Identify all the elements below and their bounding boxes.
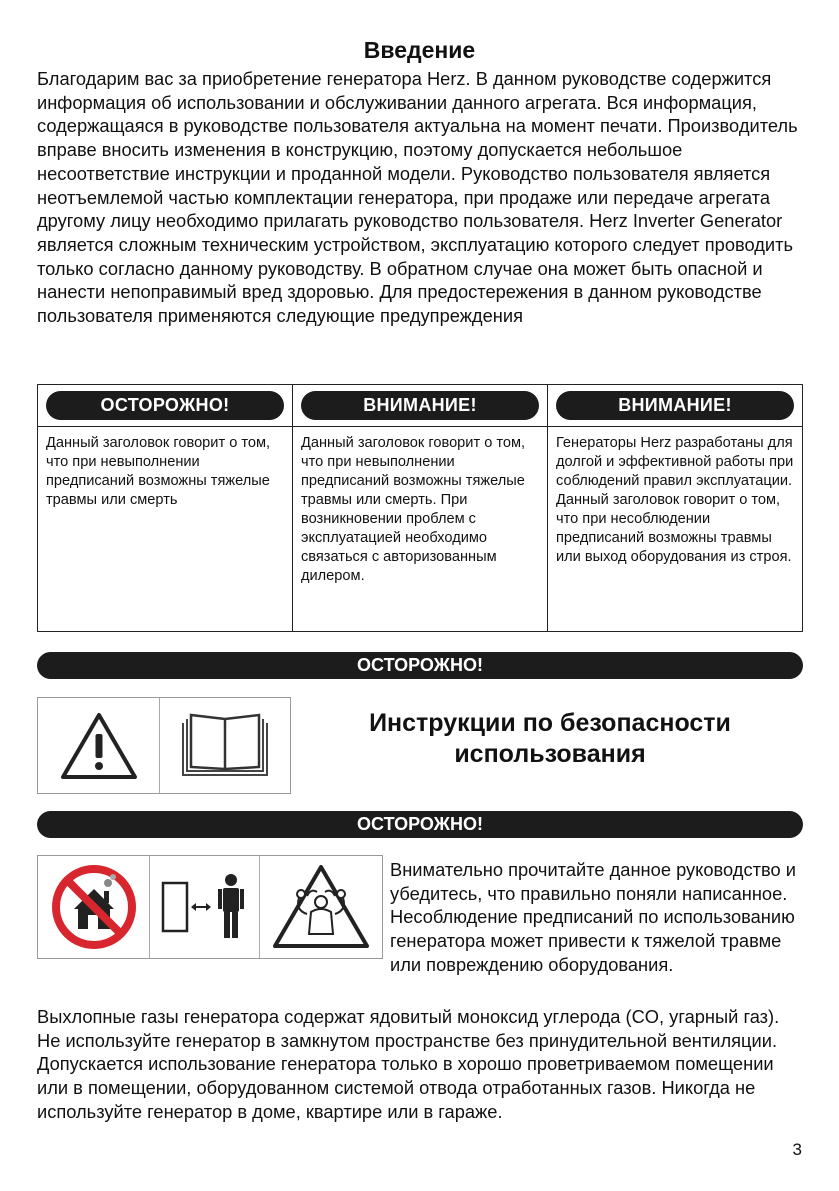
warning-text-notice: Генераторы Herz разработаны для долгой и эффективной работы при соблюдений правил эксплуатации. Данный заголовок говорит о том, что при несоблюдении предписаний возможны травмы или выход оборудования из строя.: [556, 435, 794, 565]
page-title: Введение: [363, 37, 476, 63]
keep-distance-icon: [150, 856, 260, 958]
caution-banner-1: ОСТОРОЖНО!: [37, 652, 803, 679]
safety-icons-group-1: [37, 697, 291, 794]
warning-triangle-icon: [38, 698, 160, 793]
no-indoor-use-icon: [38, 856, 150, 958]
read-manual-paragraph: Внимательно прочитайте данное руководство и убедитесь, что правильно поняли написанное. Несоблюдение предписаний по использованию генератора может привести к тяжелой травме или повреждению оборудования.: [390, 859, 796, 975]
exhaust-paragraph: Выхлопные газы генератора содержат ядовитый моноксид углерода (CO, угарный газ). Не используйте генератор в замкнутом пространстве без принудительной вентиляции. Допускается использование генератора только в хорошо проветриваемом помещении или в помещении, оборудованном системой отвода отработанных газов. Никогда не используйте генератор в доме, квартире или в гараже.: [37, 1006, 780, 1122]
intro-paragraph: Благодарим вас за приобретение генератора Herz. В данном руководстве содержится информация об использовании и обслуживании данного агрегата. Вся информация, содержащаяся в руководстве пользователя актуальна на момент печати. Производитель вправе вносить изменения в конструкцию, поэтому допускается небольшое несоответствие инструкции и проданной модели. Руководство пользователя является неотъемлемой частью комплектации генератора, при продаже или передаче агрегата другому лицу необходимо прилагать руководство пользователя. Herz Inverter Generator является сложным техническим устройством, эксплуатацию которого следует проводить только согласно данному руководству. В обратном случае она может быть опасной и нанести непоправимый вред здоровью. Для предостережения в данном руководстве пользователя применяются следующие предупреждения: [37, 68, 798, 327]
page-number: 3: [792, 1140, 802, 1159]
warning-text-danger: Данный заголовок говорит о том, что при невыполнении предписаний возможны тяжелые травмы или смерть: [46, 435, 271, 508]
section-title: Инструкции по безопасности использования: [369, 709, 731, 768]
warning-column-danger: [38, 385, 293, 631]
warning-label-attention: ВНИМАНИЕ!: [301, 391, 539, 420]
read-manual-icon: [160, 698, 290, 793]
warning-column-notice: [548, 385, 802, 631]
safety-icons-group-2: [37, 855, 383, 959]
toxic-fumes-icon: [260, 856, 382, 958]
warning-label-notice: ВНИМАНИЕ!: [556, 391, 794, 420]
warning-label-danger: ОСТОРОЖНО!: [46, 391, 284, 420]
warning-text-attention: Данный заголовок говорит о том, что при невыполнении предписаний возможны тяжелые травмы или смерть. При возникновении проблем с эксплуатацией необходимо связаться с авторизованным дилером.: [301, 435, 526, 584]
warning-levels-table: [37, 384, 803, 632]
warning-column-attention: [293, 385, 548, 631]
caution-banner-2: ОСТОРОЖНО!: [37, 811, 803, 838]
